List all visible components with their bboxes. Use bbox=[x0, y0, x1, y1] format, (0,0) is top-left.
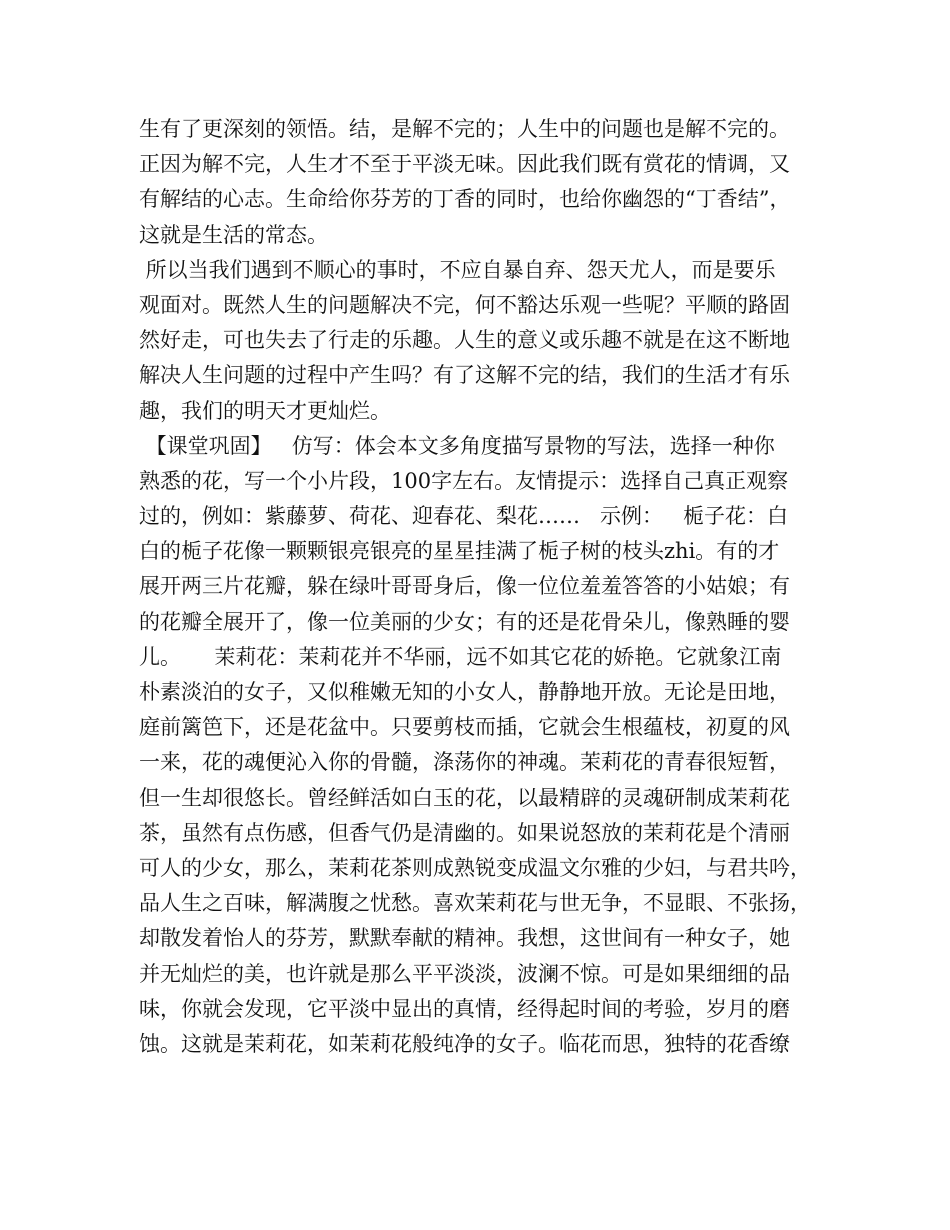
text-line: 品人生之百味，解满腹之忧愁。喜欢茉莉花与世无争，不显眼、不张扬， bbox=[139, 891, 811, 916]
text-line: 过的，例如：紫藤萝、荷花、迎春花、梨花…… 示例： 栀子花：白 bbox=[139, 504, 789, 529]
text-line: 儿。 茉莉花：茉莉花并不华丽，远不如其它花的娇艳。它就象江南 bbox=[139, 644, 782, 669]
text-line: 但一生却很悠长。曾经鲜活如白玉的花，以最精辟的灵魂研制成茉莉花 bbox=[139, 785, 790, 810]
text-line: 味，你就会发现，它平淡中显出的真情，经得起时间的考验，岁月的磨 bbox=[139, 996, 790, 1021]
text-line: 正因为解不完，人生才不至于平淡无味。因此我们既有赏花的情调，又 bbox=[139, 152, 790, 177]
text-line: 白的栀子花像一颗颗银亮银亮的星星挂满了栀子树的枝头zhi。有的才 bbox=[139, 539, 780, 564]
text-line: 观面对。既然人生的问题解决不完，何不豁达乐观一些呢？平顺的路固 bbox=[139, 292, 790, 317]
text-line: 朴素淡泊的女子，又似稚嫩无知的小女人，静静地开放。无论是田地， bbox=[139, 680, 790, 704]
text-line: 【课堂巩固】 仿写：体会本文多角度描写景物的写法，选择一种你 bbox=[139, 433, 775, 458]
text-line: 并无灿烂的美，也许就是那么平平淡淡，波澜不惊。可是如果细细的品 bbox=[139, 961, 790, 986]
text-line: 熟悉的花，写一个小片段，100字左右。友情提示：选择自己真正观察 bbox=[139, 468, 789, 493]
text-line: 展开两三片花瓣，躲在绿叶哥哥身后，像一位位羞羞答答的小姑娘；有 bbox=[139, 574, 790, 599]
text-line: 可人的少女，那么，茉莉花茶则成熟锐变成温文尔雅的少妇，与君共吟， bbox=[139, 855, 811, 880]
body-text bbox=[139, 112, 829, 1062]
text-line: 的花瓣全展开了，像一位美丽的少女；有的还是花骨朵儿，像熟睡的婴 bbox=[139, 609, 790, 634]
text-line: 趣，我们的明天才更灿烂。 bbox=[139, 398, 391, 423]
text-line: 却散发着怡人的芬芳，默默奉献的精神。我想，这世间有一种女子，她 bbox=[139, 926, 790, 951]
text-line: 所以当我们遇到不顺心的事时，不应自暴自弃、怨天尤人，而是要乐 bbox=[139, 257, 776, 282]
text-line: 解决人生问题的过程中产生吗？有了这解不完的结，我们的生活才有乐 bbox=[139, 363, 790, 388]
text-line: 庭前篱笆下，还是花盆中。只要剪枝而插，它就会生根蕴枝，初夏的风 bbox=[139, 715, 790, 740]
text-line: 生有了更深刻的领悟。结，是解不完的；人生中的问题也是解不完的。 bbox=[139, 117, 790, 141]
text-line: 这就是生活的常态。 bbox=[139, 222, 328, 247]
text-line: 蚀。这就是茉莉花，如茉莉花般纯净的女子。临花而思，独特的花香缭 bbox=[139, 1031, 790, 1056]
text-line: 然好走，可也失去了行走的乐趣。人生的意义或乐趣不就是在这不断地 bbox=[139, 328, 790, 353]
text-line: 一来，花的魂便沁入你的骨髓，涤荡你的神魂。茉莉花的青春很短暂， bbox=[139, 750, 790, 775]
text-line: 茶，虽然有点伤感，但香气仍是清幽的。如果说怒放的茉莉花是个清丽 bbox=[139, 820, 790, 845]
text-line: 有解结的心志。生命给你芬芳的丁香的同时，也给你幽怨的“丁香结”， bbox=[139, 187, 791, 212]
